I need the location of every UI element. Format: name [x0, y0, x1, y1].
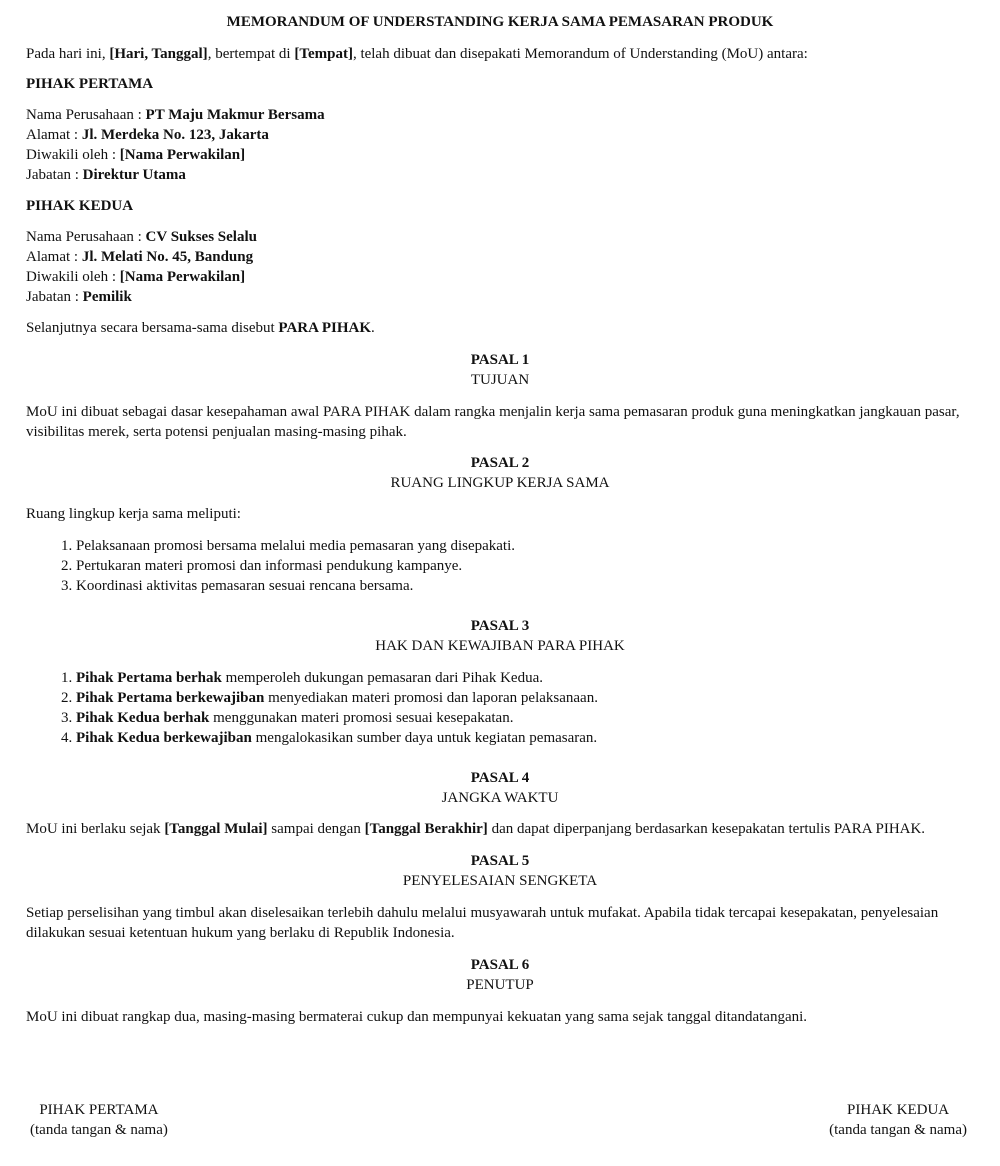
intro-text-3: , telah dibuat dan disepakati Memorandum of Understanding (MoU) antara:	[352, 46, 808, 62]
pasal5-body: Setiap perselisihan yang timbul akan diselesaikan terlebih dahulu melalui musyawarah untuk mufakat. Apabila tidak tercapai kesepakatan, penyelesaian dilakukan sesuai ketentuan hukum yang berlaku di Republik Indonesia.	[26, 905, 939, 941]
pasal5-title: PENYELESAIAN SENGKETA	[402, 873, 598, 889]
party2-heading: PIHAK KEDUA	[26, 198, 134, 214]
list-item	[76, 688, 974, 708]
company-label: Nama Perusahaan :	[26, 229, 146, 245]
list-item	[76, 728, 974, 748]
pasal1-heading	[26, 350, 974, 390]
item-bold: Pihak Pertama berkewajiban	[76, 690, 265, 706]
pasal2-intro: Ruang lingkup kerja sama meliputi:	[26, 506, 241, 522]
party2-company: CV Sukses Selalu	[145, 229, 257, 245]
party1-position: Direktur Utama	[82, 167, 186, 183]
party1-company: PT Maju Makmur Bersama	[145, 107, 325, 123]
pasal5-number: PASAL 5	[470, 853, 530, 869]
item-bold: Pihak Kedua berhak	[76, 710, 210, 726]
list-item	[76, 668, 974, 688]
signature-block-right	[829, 1100, 967, 1140]
pasal3-title: HAK DAN KEWAJIBAN PARA PIHAK	[375, 638, 625, 654]
pasal4-number: PASAL 4	[470, 770, 530, 786]
intro-place: [Tempat]	[294, 46, 353, 62]
pasal2-number: PASAL 2	[470, 455, 530, 471]
list-item: 1. Pelaksanaan promosi bersama melalui media pemasaran yang disepakati.	[76, 536, 974, 556]
party2-position-row	[26, 287, 974, 307]
intro-paragraph	[26, 44, 974, 64]
party2-address-row	[26, 247, 974, 267]
item-text: memperoleh dukungan pemasaran dari Pihak Kedua.	[221, 670, 543, 686]
party2-fields	[26, 227, 974, 307]
para-pihak-period: .	[371, 320, 375, 336]
mou-document	[0, 12, 1000, 1027]
document-title: MEMORANDUM OF UNDERSTANDING KERJA SAMA PEMASARAN PRODUK	[226, 14, 774, 30]
pasal5-heading	[26, 851, 974, 891]
list-item	[76, 708, 974, 728]
party1-rep: [Nama Perwakilan]	[119, 147, 246, 163]
party2-address: Jl. Melati No. 45, Bandung	[81, 249, 254, 265]
party1-rep-row	[26, 145, 974, 165]
item-bold: Pihak Kedua berkewajiban	[76, 730, 252, 746]
position-label: Jabatan :	[26, 289, 83, 305]
pasal6-heading	[26, 955, 974, 995]
position-label: Jabatan :	[26, 167, 83, 183]
intro-day-date: [Hari, Tanggal]	[109, 46, 208, 62]
list-item: 2. Pertukaran materi promosi dan informasi pendukung kampanye.	[76, 556, 974, 576]
pasal2-heading	[26, 453, 974, 493]
item-bold: Pihak Pertama berhak	[76, 670, 222, 686]
party2-company-row	[26, 227, 974, 247]
signature-right-note: (tanda tangan & nama)	[829, 1122, 967, 1138]
item-text: menyediakan materi promosi dan laporan pelaksanaan.	[264, 690, 598, 706]
party1-company-row	[26, 105, 974, 125]
pasal2-list	[26, 536, 974, 596]
pasal1-body: MoU ini dibuat sebagai dasar kesepahaman awal PARA PIHAK dalam rangka menjalin kerja sama pemasaran produk guna meningkatkan jangkauan pasar, visibilitas merek, serta potensi penjualan masing-masing pihak.	[26, 404, 960, 440]
pasal1-title: TUJUAN	[470, 372, 530, 388]
party1-position-row	[26, 165, 974, 185]
pasal4-text-1: MoU ini berlaku sejak	[26, 821, 165, 837]
pasal6-title: PENUTUP	[466, 977, 534, 993]
address-label: Alamat :	[26, 127, 82, 143]
pasal4-start-date: [Tanggal Mulai]	[164, 821, 268, 837]
signature-right-party: PIHAK KEDUA	[847, 1102, 950, 1118]
para-pihak-bold: PARA PIHAK	[278, 320, 372, 336]
party2-rep: [Nama Perwakilan]	[119, 269, 246, 285]
para-pihak-line	[26, 318, 974, 338]
pasal4-end-date: [Tanggal Berakhir]	[364, 821, 488, 837]
signature-left-note: (tanda tangan & nama)	[30, 1122, 168, 1138]
party1-heading: PIHAK PERTAMA	[26, 76, 154, 92]
para-pihak-text: Selanjutnya secara bersama-sama disebut	[26, 320, 279, 336]
pasal3-heading	[26, 616, 974, 656]
pasal3-number: PASAL 3	[470, 618, 530, 634]
company-label: Nama Perusahaan :	[26, 107, 146, 123]
pasal4-heading	[26, 768, 974, 808]
pasal3-list	[26, 668, 974, 748]
party2-rep-row	[26, 267, 974, 287]
rep-label: Diwakili oleh :	[26, 269, 120, 285]
signature-left-party: PIHAK PERTAMA	[39, 1102, 159, 1118]
pasal4-title: JANGKA WAKTU	[441, 790, 559, 806]
pasal4-text-3: dan dapat diperpanjang berdasarkan kesepakatan tertulis PARA PIHAK.	[487, 821, 926, 837]
intro-text-1: Pada hari ini,	[26, 46, 110, 62]
party1-address: Jl. Merdeka No. 123, Jakarta	[81, 127, 269, 143]
pasal1-number: PASAL 1	[470, 352, 530, 368]
signature-block-left	[30, 1100, 168, 1140]
pasal6-number: PASAL 6	[470, 957, 530, 973]
pasal4-text-2: sampai dengan	[267, 821, 365, 837]
party1-address-row	[26, 125, 974, 145]
list-item: 3. Koordinasi aktivitas pemasaran sesuai rencana bersama.	[76, 576, 974, 596]
intro-text-2: , bertempat di	[207, 46, 295, 62]
rep-label: Diwakili oleh :	[26, 147, 120, 163]
party1-fields	[26, 105, 974, 185]
address-label: Alamat :	[26, 249, 82, 265]
pasal6-body: MoU ini dibuat rangkap dua, masing-masing bermaterai cukup dan mempunyai kekuatan yang sama sejak tanggal ditandatangani.	[26, 1009, 808, 1025]
item-text: mengalokasikan sumber daya untuk kegiatan pemasaran.	[251, 730, 598, 746]
item-text: menggunakan materi promosi sesuai kesepakatan.	[209, 710, 514, 726]
party2-position: Pemilik	[82, 289, 132, 305]
pasal4-body	[26, 819, 974, 839]
pasal2-title: RUANG LINGKUP KERJA SAMA	[390, 475, 610, 491]
